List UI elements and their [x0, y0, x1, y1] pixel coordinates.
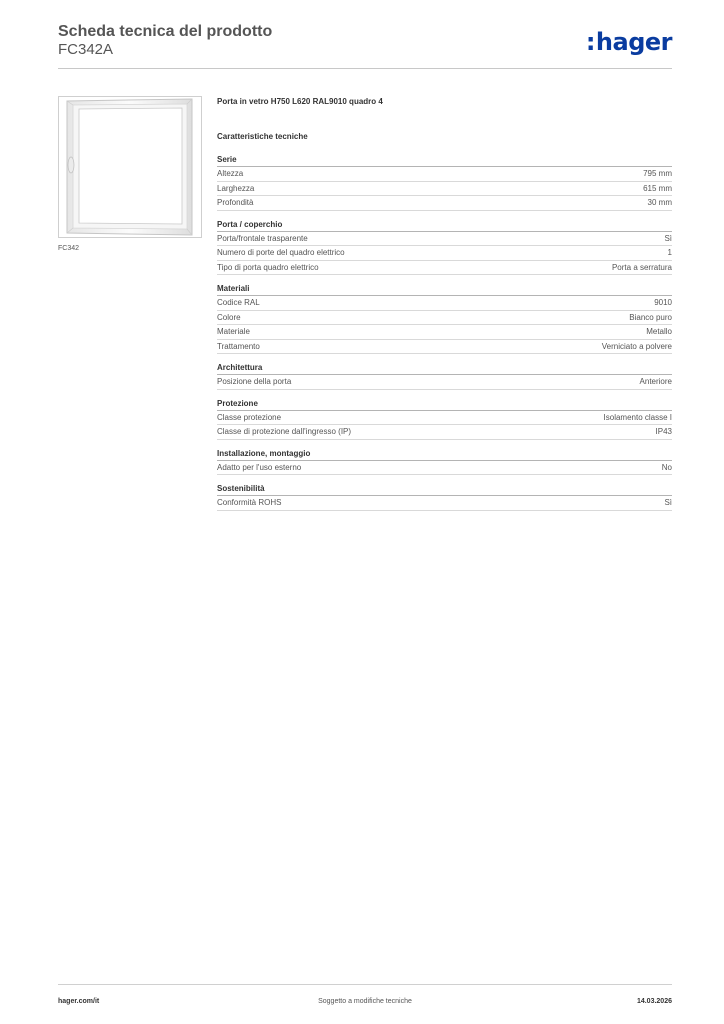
spec-value: Bianco puro: [629, 312, 672, 322]
spec-value: 795 mm: [643, 169, 672, 178]
spec-row: [217, 232, 672, 247]
spec-row: [217, 182, 672, 197]
section-title: Sostenibilità: [217, 483, 672, 496]
spec-section: [217, 448, 672, 476]
spec-section: [217, 154, 672, 211]
tech-sheet-content: [217, 96, 672, 511]
spec-row: [217, 340, 672, 355]
tech-features-heading: Caratteristiche tecniche: [217, 132, 308, 141]
spec-row: [217, 246, 672, 261]
spec-section: [217, 362, 672, 390]
section-title: Architettura: [217, 362, 672, 375]
spec-row: [217, 167, 672, 182]
spec-row: [217, 196, 672, 211]
spec-label: Colore: [217, 312, 241, 322]
spec-label: Classe protezione: [217, 412, 282, 422]
spec-label: Materiale: [217, 327, 250, 336]
footer-divider: [58, 984, 672, 985]
spec-label: Trattamento: [217, 341, 260, 351]
spec-value: 1: [667, 248, 672, 257]
section-title: Porta / coperchio: [217, 219, 672, 232]
spec-label: Classe di protezione dall'ingresso (IP): [217, 427, 352, 436]
spec-label: Posizione della porta: [217, 377, 292, 386]
spec-label: Porta/frontale trasparente: [217, 233, 308, 243]
section-title: Serie: [217, 154, 672, 167]
spec-section: [217, 219, 672, 276]
spec-value: 9010: [654, 298, 672, 307]
spec-value: Sì: [664, 498, 672, 507]
spec-row: [217, 261, 672, 276]
footer-date: 14.03.2026: [636, 998, 672, 1005]
spec-value: Porta a serratura: [611, 262, 672, 272]
hager-logo: [586, 28, 672, 56]
spec-label: Codice RAL: [217, 298, 260, 307]
glass-door-illustration: [59, 97, 201, 237]
spec-value: IP43: [655, 427, 672, 436]
logo-colon: :: [585, 28, 595, 56]
spec-value: Verniciato a polvere: [601, 341, 672, 351]
spec-label: Profondità: [217, 198, 254, 207]
spec-row: [217, 461, 672, 476]
spec-label: Tipo di porta quadro elettrico: [217, 262, 319, 272]
section-title: Installazione, montaggio: [217, 448, 672, 461]
footer-website: hager.com/it: [58, 998, 100, 1005]
spec-sections: [217, 154, 672, 511]
spec-value: Isolamento classe I: [603, 412, 672, 422]
spec-row: [217, 496, 672, 511]
spec-row: [217, 325, 672, 340]
spec-value: Anteriore: [639, 377, 672, 386]
section-title: Materiali: [217, 283, 672, 296]
spec-label: Conformità ROHS: [217, 498, 282, 507]
spec-row: [217, 411, 672, 426]
spec-value: 615 mm: [643, 183, 672, 193]
product-image: [58, 96, 202, 238]
spec-value: Sì: [664, 233, 672, 243]
spec-label: Altezza: [217, 169, 244, 178]
product-name: Porta in vetro H750 L620 RAL9010 quadro 4: [217, 97, 383, 106]
spec-row: [217, 311, 672, 326]
image-caption: FC342: [58, 245, 80, 252]
spec-label: Numero di porte del quadro elettrico: [217, 248, 345, 257]
spec-row: [217, 425, 672, 440]
product-code: FC342A: [58, 41, 114, 58]
section-title: Protezione: [217, 398, 672, 411]
spec-row: [217, 296, 672, 311]
spec-section: [217, 398, 672, 440]
spec-section: [217, 283, 672, 354]
spec-label: Adatto per l'uso esterno: [217, 462, 302, 472]
footer-note: Soggetto a modifiche tecniche: [318, 998, 412, 1005]
spec-row: [217, 375, 672, 390]
spec-value: 30 mm: [647, 198, 672, 207]
page-title: Scheda tecnica del prodotto: [58, 23, 273, 40]
header-divider: [58, 68, 672, 69]
logo-text: hager: [595, 28, 672, 56]
spec-value: No: [661, 462, 672, 472]
spec-section: [217, 483, 672, 511]
spec-label: Larghezza: [217, 183, 255, 193]
page-header: [58, 22, 672, 70]
spec-value: Metallo: [646, 327, 672, 336]
